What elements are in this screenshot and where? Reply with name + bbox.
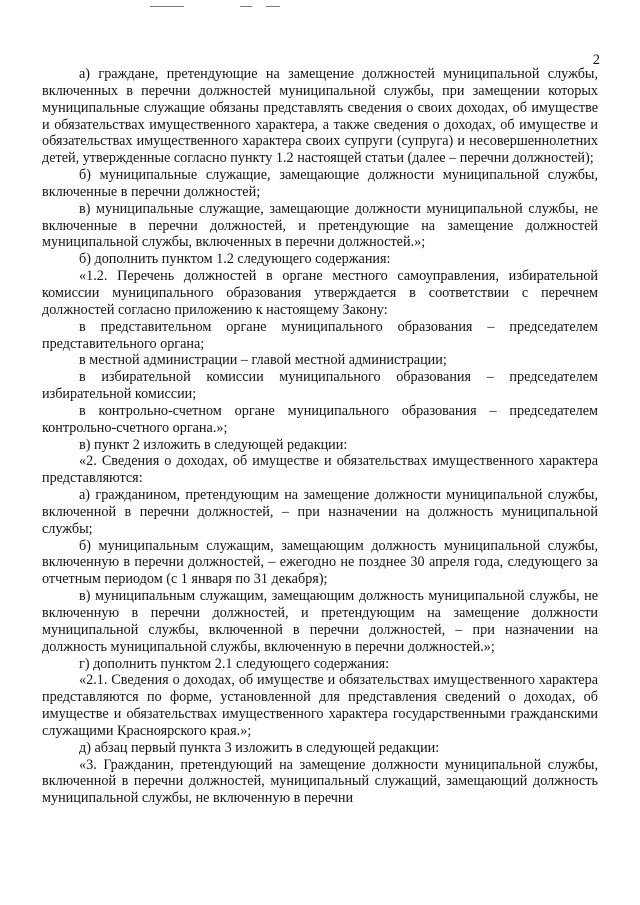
scan-artifact bbox=[266, 6, 280, 7]
paragraph: в избирательной комиссии муниципального образования – председателем избирательной комиссии; bbox=[42, 369, 598, 403]
paragraph: «1.2. Перечень должностей в органе местного самоуправления, избирательной комиссии муниципального образования утверждается в соответствии с перечнем должностей согласно приложению к настоящему Закону: bbox=[42, 268, 598, 318]
paragraph: а) граждане, претендующие на замещение должностей муниципальной службы, включенных в перечни должностей муниципальной службы, при замещении которых муниципальные служащие обязаны представлять сведения о своих доходах, об имуществе и обязательствах имущественного характера, а также сведения о доходах, об имуществе и обязательствах имущественного характера своих супруги (супруга) и несовершеннолетних детей, утвержденные согласно пункту 1.2 настоящей статьи (далее – перечни должностей); bbox=[42, 66, 598, 167]
paragraph: «2.1. Сведения о доходах, об имуществе и обязательствах имущественного характера представляются по форме, установленной для представления сведений о доходах, об имуществе и обязательствах имущественного характера государственными гражданскими служащими Красноярского края.»; bbox=[42, 672, 598, 739]
document-body bbox=[42, 66, 598, 807]
paragraph: б) муниципальным служащим, замещающим должность муниципальной службы, включенную в перечни должностей, – ежегодно не позднее 30 апреля года, следующего за отчетным периодом (с 1 января по 31 декабря); bbox=[42, 537, 598, 588]
page-number: 2 bbox=[592, 52, 600, 68]
paragraph: в) муниципальные служащие, замещающие должности муниципальной службы, не включенные в перечни должностей, и претендующие на замещение должностей муниципальной службы, включенных в перечни должностей.»; bbox=[42, 200, 598, 251]
paragraph: д) абзац первый пункта 3 изложить в следующей редакции: bbox=[79, 739, 440, 756]
scan-artifact bbox=[150, 6, 184, 7]
paragraph: «2. Сведения о доходах, об имуществе и обязательствах имущественного характера представляются: bbox=[42, 453, 598, 487]
paragraph: в местной администрации – главой местной администрации; bbox=[79, 352, 447, 369]
paragraph: в) муниципальным служащим, замещающим должность муниципальной службы, не включенную в перечни должностей, и претендующим на замещение должности муниципальной службы, включенной в перечни должностей, – при назначении на должность муниципальной службы, включенную в перечни должностей.»; bbox=[42, 588, 598, 655]
paragraph: б) муниципальные служащие, замещающие должности муниципальной службы, включенные в перечни должностей; bbox=[42, 167, 598, 200]
paragraph: б) дополнить пунктом 1.2 следующего содержания: bbox=[79, 251, 391, 268]
paragraph: а) гражданином, претендующим на замещение должности муниципальной службы, включенной в перечни должностей, – при назначении на должность муниципальной службы; bbox=[42, 487, 598, 537]
paragraph: в представительном органе муниципального образования – председателем представительного органа; bbox=[42, 318, 598, 352]
scan-artifact bbox=[240, 6, 252, 7]
paragraph: в) пункт 2 изложить в следующей редакции: bbox=[79, 436, 348, 453]
paragraph: в контрольно-счетном органе муниципального образования – председателем контрольно-счетного органа.»; bbox=[42, 402, 598, 436]
paragraph: «3. Гражданин, претендующий на замещение должности муниципальной службы, включенной в перечни должностей, муниципальный служащий, замещающий должность муниципальной службы, не включенную в перечни bbox=[42, 756, 598, 807]
paragraph: г) дополнить пунктом 2.1 следующего содержания: bbox=[79, 655, 390, 672]
